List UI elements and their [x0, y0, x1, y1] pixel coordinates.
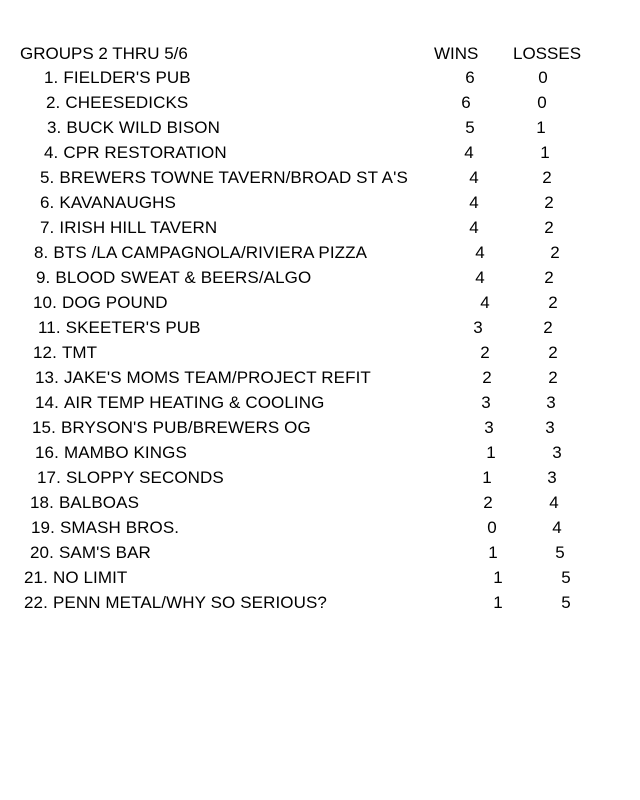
team-rank: 7. — [40, 218, 55, 237]
losses-column-header: LOSSES — [513, 44, 582, 63]
team-name — [34, 241, 367, 265]
team-name — [33, 291, 168, 315]
team-name — [24, 591, 327, 615]
standings-row — [0, 566, 640, 590]
team-wins: 4 — [464, 143, 474, 162]
team-name-text: SMASH BROS. — [59, 518, 180, 537]
team-name-text: SLOPPY SECONDS — [65, 468, 224, 487]
team-losses: 2 — [543, 318, 553, 337]
team-rank: 8. — [34, 243, 49, 262]
standings-row — [0, 441, 640, 465]
team-losses: 2 — [548, 343, 558, 362]
team-losses: 3 — [547, 468, 557, 487]
team-rank: 16. — [35, 443, 59, 462]
team-name — [35, 391, 324, 415]
team-wins: 2 — [482, 368, 492, 387]
team-wins: 4 — [475, 268, 485, 287]
team-wins: 4 — [469, 193, 479, 212]
team-wins: 6 — [461, 93, 471, 112]
team-name — [40, 216, 217, 240]
team-losses: 2 — [544, 268, 554, 287]
team-wins: 1 — [482, 468, 492, 487]
team-name — [44, 141, 227, 165]
team-name-text: DOG POUND — [61, 293, 168, 312]
team-rank: 17. — [37, 468, 61, 487]
standings-row — [0, 66, 640, 90]
team-name — [32, 416, 311, 440]
team-wins: 1 — [486, 443, 496, 462]
team-name-text: BALBOAS — [58, 493, 140, 512]
team-wins: 3 — [484, 418, 494, 437]
team-losses: 1 — [536, 118, 546, 137]
standings-row — [0, 516, 640, 540]
standings-row — [0, 391, 640, 415]
team-wins: 2 — [483, 493, 493, 512]
team-name-text: SKEETER'S PUB — [65, 318, 201, 337]
team-name-text: BUCK WILD BISON — [66, 118, 220, 137]
team-name-text: NO LIMIT — [52, 568, 128, 587]
team-rank: 14. — [35, 393, 59, 412]
standings-row — [0, 266, 640, 290]
team-rank: 6. — [40, 193, 55, 212]
team-name-text: CHEESEDICKS — [65, 93, 189, 112]
team-wins: 1 — [488, 543, 498, 562]
team-rank: 21. — [24, 568, 48, 587]
team-losses: 5 — [561, 568, 571, 587]
team-name — [33, 341, 97, 365]
team-losses: 3 — [546, 393, 556, 412]
team-rank: 5. — [40, 168, 55, 187]
team-name-text: BTS /LA CAMPAGNOLA/RIVIERA PIZZA — [53, 243, 368, 262]
team-losses: 2 — [550, 243, 560, 262]
team-wins: 2 — [480, 343, 490, 362]
standings-row — [0, 541, 640, 565]
team-name-text: PENN METAL/WHY SO SERIOUS? — [52, 593, 327, 612]
team-rank: 13. — [35, 368, 59, 387]
team-name-text: TMT — [61, 343, 98, 362]
team-name-text: SAM'S BAR — [58, 543, 151, 562]
header-row — [0, 42, 640, 66]
standings-row — [0, 591, 640, 615]
team-name-text: BREWERS TOWNE TAVERN/BROAD ST A'S — [59, 168, 408, 187]
team-wins: 3 — [481, 393, 491, 412]
team-name-text: IRISH HILL TAVERN — [59, 218, 218, 237]
team-name-text: BRYSON'S PUB/BREWERS OG — [60, 418, 311, 437]
team-rank: 9. — [36, 268, 51, 287]
standings-row — [0, 241, 640, 265]
team-name-text: AIR TEMP HEATING & COOLING — [63, 393, 325, 412]
team-wins: 6 — [465, 68, 475, 87]
team-rank: 18. — [30, 493, 54, 512]
team-rank: 19. — [31, 518, 55, 537]
standings-row — [0, 366, 640, 390]
team-rank: 12. — [33, 343, 57, 362]
team-losses: 2 — [548, 368, 558, 387]
team-name — [44, 66, 191, 90]
team-losses: 2 — [544, 193, 554, 212]
team-name-text: BLOOD SWEAT & BEERS/ALGO — [55, 268, 312, 287]
team-losses: 3 — [552, 443, 562, 462]
team-name — [35, 441, 187, 465]
team-wins: 4 — [469, 218, 479, 237]
standings-row — [0, 316, 640, 340]
team-name — [30, 541, 151, 565]
team-name — [47, 116, 220, 140]
team-name — [36, 266, 311, 290]
team-name — [38, 316, 201, 340]
standings-row — [0, 141, 640, 165]
team-wins: 5 — [465, 118, 475, 137]
team-wins: 4 — [475, 243, 485, 262]
team-wins: 4 — [469, 168, 479, 187]
team-rank: 15. — [32, 418, 56, 437]
team-wins: 0 — [487, 518, 497, 537]
standings-row — [0, 191, 640, 215]
team-name — [40, 191, 176, 215]
team-name-text: FIELDER'S PUB — [63, 68, 191, 87]
team-wins: 4 — [480, 293, 490, 312]
team-losses: 2 — [542, 168, 552, 187]
team-losses: 4 — [552, 518, 562, 537]
team-losses: 0 — [538, 68, 548, 87]
team-losses: 5 — [555, 543, 565, 562]
team-name-text: CPR RESTORATION — [63, 143, 227, 162]
team-rank: 20. — [30, 543, 54, 562]
team-losses: 4 — [549, 493, 559, 512]
standings-row — [0, 491, 640, 515]
standings-row — [0, 91, 640, 115]
standings-row — [0, 416, 640, 440]
team-rank: 10. — [33, 293, 57, 312]
team-wins: 3 — [473, 318, 483, 337]
standings-row — [0, 166, 640, 190]
team-name-text: MAMBO KINGS — [63, 443, 187, 462]
team-wins: 1 — [493, 568, 503, 587]
team-rank: 3. — [47, 118, 62, 137]
standings-row — [0, 341, 640, 365]
team-name-text: KAVANAUGHS — [59, 193, 176, 212]
team-losses: 3 — [545, 418, 555, 437]
standings-row — [0, 466, 640, 490]
team-name — [24, 566, 127, 590]
team-rank: 22. — [24, 593, 48, 612]
team-name — [40, 166, 408, 190]
standings-row — [0, 116, 640, 140]
team-rank: 2. — [46, 93, 61, 112]
team-name — [31, 516, 179, 540]
team-name — [30, 491, 139, 515]
team-wins: 1 — [493, 593, 503, 612]
team-losses: 0 — [537, 93, 547, 112]
team-rank: 1. — [44, 68, 59, 87]
team-name — [46, 91, 188, 115]
team-rank: 4. — [44, 143, 59, 162]
team-name-text: JAKE'S MOMS TEAM/PROJECT REFIT — [63, 368, 371, 387]
team-losses: 1 — [540, 143, 550, 162]
team-rank: 11. — [38, 318, 61, 337]
page-title: GROUPS 2 THRU 5/6 — [20, 44, 188, 63]
team-name — [35, 366, 371, 390]
team-losses: 2 — [544, 218, 554, 237]
team-name — [37, 466, 224, 490]
standings-row — [0, 291, 640, 315]
team-losses: 2 — [548, 293, 558, 312]
team-losses: 5 — [561, 593, 571, 612]
wins-column-header: WINS — [434, 44, 479, 63]
standings-row — [0, 216, 640, 240]
